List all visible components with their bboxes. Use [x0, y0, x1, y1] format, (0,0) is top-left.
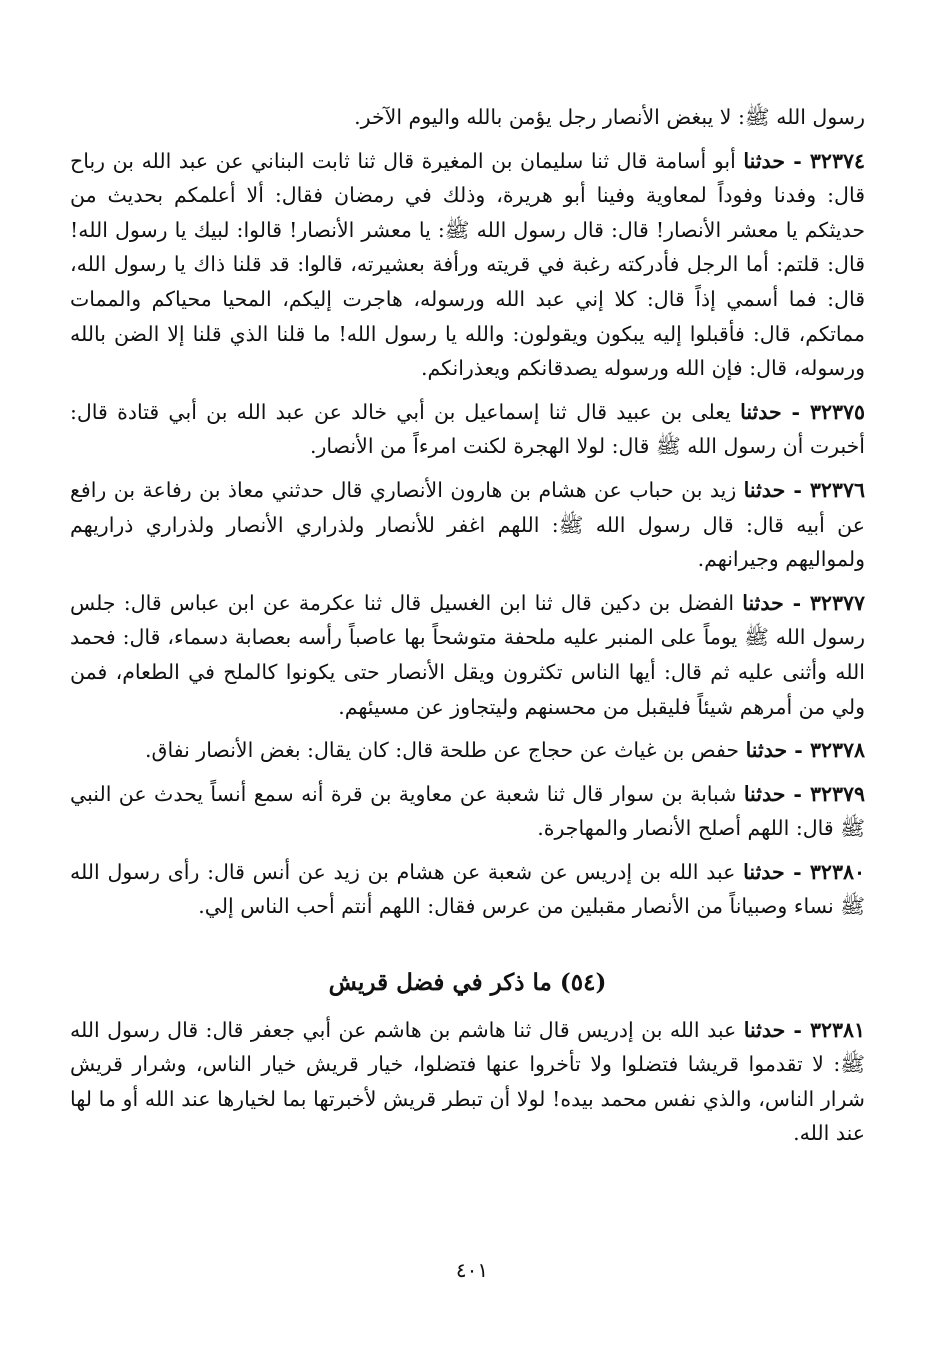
chapter-heading: (٥٤) ما ذكر في فضل قريش — [328, 969, 607, 997]
hadith-text: أبو أسامة قال ثنا سليمان بن المغيرة قال ثنا ثابت البناني عن عبد الله بن رباح قال: وفدنا وفوداً لمعاوية وفينا أبو هريرة، وذلك في رمضان فقال: ألا أعلمكم بحديث من حديثكم يا معشر الأنصار! قال: قال رسول الله ﷺ: يا معشر الأنصار! قالوا: لبيك يا رسول الله! قال: قلتم: أما الرجل فأدركته رغبة في قريته ورأفة بعشيرته، قالوا: قد قلنا ذاك يا رسول الله، قال: فما أسمي إذاً قال: كلا إني عبد الله ورسوله، هاجرت إليكم، المحيا محياكم والممات مماتكم، قال: فأقبلوا إليه يبكون ويقولون: والله يا رسول الله! ما قلنا الذي قلنا إلا الضن بالله ورسوله، قال: فإن الله ورسوله يصدقانكم ويعذرانكم. — [70, 148, 865, 381]
hadith-32374: ٣٢٣٧٤ - حدثنا أبو أسامة قال ثنا سليمان بن المغيرة قال ثنا ثابت البناني عن عبد الله بن رباح قال: وفدنا وفوداً لمعاوية وفينا أبو هريرة، وذلك في رمضان فقال: ألا أعلمكم بحديث من حديثكم يا معشر الأنصار! قال: قال رسول الله ﷺ: يا معشر الأنصار! قالوا: لبيك يا رسول الله! قال: قلتم: أما الرجل فأدركته رغبة في قريته ورأفة بعشيرته، قالوا: قد قلنا ذاك يا رسول الله، قال: فما أسمي إذاً قال: كلا إني عبد الله ورسوله، هاجرت إليكم، المحيا محياكم والممات مماتكم، قال: فأقبلوا إليه يبكون ويقولون: والله يا رسول الله! ما قلنا الذي قلنا إلا الضن بالله ورسوله، قال: فإن الله ورسوله يصدقانكم ويعذرانكم. — [70, 148, 865, 381]
hadith-number: ٣٢٣٨١ — [809, 1017, 865, 1042]
hadith-lead: حدثنا — [743, 781, 786, 806]
hadith-lead: حدثنا — [740, 399, 782, 424]
hadith-number: ٣٢٣٧٦ — [809, 477, 865, 502]
hadith-text: شبابة بن سوار قال ثنا شعبة عن معاوية بن قرة أنه سمع أنساً يحدث عن النبي ﷺ قال: اللهم أصلح الأنصار والمهاجرة. — [70, 781, 865, 841]
hadith-number: ٣٢٣٧٧ — [809, 590, 865, 615]
hadith-32377: ٣٢٣٧٧ - حدثنا الفضل بن دكين قال ثنا ابن الغسيل قال ثنا عكرمة عن ابن عباس قال: جلس رسول الله ﷺ يوماً على المنبر عليه ملحفة متوشحاً بها عاصباً رأسه بعصابة دسماء، قال: فحمد الله وأثنى عليه ثم قال: أيها الناس تكثرون ويقل الأنصار حتى يكونوا كالملح في الطعام، فمن ولي من أمرهم شيئاً فليقبل من محسنهم وليتجاوز عن مسيئهم. — [70, 590, 865, 719]
page-body — [70, 100, 865, 1160]
hadith-text: عبد الله بن إدريس قال ثنا هاشم بن هاشم عن أبي جعفر قال: قال رسول الله ﷺ: لا تقدموا قريشا فتضلوا ولا تأخروا عنها فتضلوا، خيار قريش خيار الناس، وشرار قريش شرار الناس، والذي نفس محمد بيده! لولا أن تبطر قريش لأخبرتها بما لخيارها عند الله أو ما لها عند الله. — [70, 1017, 865, 1146]
hadith-lead: حدثنا — [743, 148, 785, 173]
hadith-list-before — [70, 144, 865, 924]
continued-text: رسول الله ﷺ: لا يبغض الأنصار رجل يؤمن بالله واليوم الآخر. — [354, 105, 865, 129]
hadith-lead: حدثنا — [743, 859, 785, 884]
hadith-number: ٣٢٣٧٥ — [809, 399, 865, 424]
hadith-number: ٣٢٣٨٠ — [809, 859, 865, 884]
hadith-32381: ٣٢٣٨١ - حدثنا عبد الله بن إدريس قال ثنا هاشم بن هاشم عن أبي جعفر قال: قال رسول الله ﷺ: لا تقدموا قريشا فتضلوا ولا تأخروا عنها فتضلوا، خيار قريش خيار الناس، وشرار قريش شرار الناس، والذي نفس محمد بيده! لولا أن تبطر قريش لأخبرتها بما لخيارها عند الله أو ما لها عند الله. — [70, 1017, 865, 1146]
hadith-text: الفضل بن دكين قال ثنا ابن الغسيل قال ثنا عكرمة عن ابن عباس قال: جلس رسول الله ﷺ يوماً على المنبر عليه ملحفة متوشحاً بها عاصباً رأسه بعصابة دسماء، قال: فحمد الله وأثنى عليه ثم قال: أيها الناس تكثرون ويقل الأنصار حتى يكونوا كالملح في الطعام، فمن ولي من أمرهم شيئاً فليقبل من محسنهم وليتجاوز عن مسيئهم. — [70, 590, 865, 719]
hadith-lead: حدثنا — [743, 1017, 786, 1042]
page-number: ٤٠١ — [455, 1258, 489, 1282]
hadith-number: ٣٢٣٧٩ — [809, 781, 865, 806]
hadith-lead: حدثنا — [742, 590, 784, 615]
hadith-text: حفص بن غياث عن حجاج عن طلحة قال: كان يقال: بغض الأنصار نفاق. — [145, 738, 740, 763]
hadith-text: يعلى بن عبيد قال ثنا إسماعيل بن أبي خالد عن عبد الله بن أبي قتادة قال: أخبرت أن رسول الله ﷺ قال: لولا الهجرة لكنت امرءاً من الأنصار. — [70, 399, 865, 459]
hadith-text: زيد بن حباب عن هشام بن هارون الأنصاري قال حدثني معاذ بن رفاعة بن رافع عن أبيه قال: قال رسول الله ﷺ: اللهم اغفر للأنصار ولذراري الأنصار ولذراري ذراريهم ولمواليهم وجيرانهم. — [70, 477, 865, 572]
hadith-number: ٣٢٣٧٨ — [809, 738, 865, 763]
hadith-32379: ٣٢٣٧٩ - حدثنا شبابة بن سوار قال ثنا شعبة عن معاوية بن قرة أنه سمع أنساً يحدث عن النبي ﷺ قال: اللهم أصلح الأنصار والمهاجرة. — [70, 781, 865, 841]
hadith-32378: ٣٢٣٧٨ - حدثنا حفص بن غياث عن حجاج عن طلحة قال: كان يقال: بغض الأنصار نفاق. — [145, 738, 865, 763]
hadith-32380: ٣٢٣٨٠ - حدثنا عبد الله بن إدريس عن شعبة عن هشام بن زيد عن أنس قال: رأى رسول الله ﷺ نساء وصبياناً من الأنصار مقبلين من عرس فقال: اللهم أنتم أحب الناس إلي. — [70, 859, 865, 919]
hadith-lead: حدثنا — [743, 477, 786, 502]
hadith-lead: حدثنا — [745, 738, 788, 763]
hadith-number: ٣٢٣٧٤ — [809, 148, 865, 173]
hadith-32375: ٣٢٣٧٥ - حدثنا يعلى بن عبيد قال ثنا إسماعيل بن أبي خالد عن عبد الله بن أبي قتادة قال: أخبرت أن رسول الله ﷺ قال: لولا الهجرة لكنت امرءاً من الأنصار. — [70, 399, 865, 459]
hadith-list-after — [70, 1013, 865, 1151]
hadith-32376: ٣٢٣٧٦ - حدثنا زيد بن حباب عن هشام بن هارون الأنصاري قال حدثني معاذ بن رفاعة بن رافع عن أبيه قال: قال رسول الله ﷺ: اللهم اغفر للأنصار ولذراري الأنصار ولذراري ذراريهم ولمواليهم وجيرانهم. — [70, 477, 865, 572]
hadith-text: عبد الله بن إدريس عن شعبة عن هشام بن زيد عن أنس قال: رأى رسول الله ﷺ نساء وصبياناً من الأنصار مقبلين من عرس فقال: اللهم أنتم أحب الناس إلي. — [70, 859, 865, 919]
